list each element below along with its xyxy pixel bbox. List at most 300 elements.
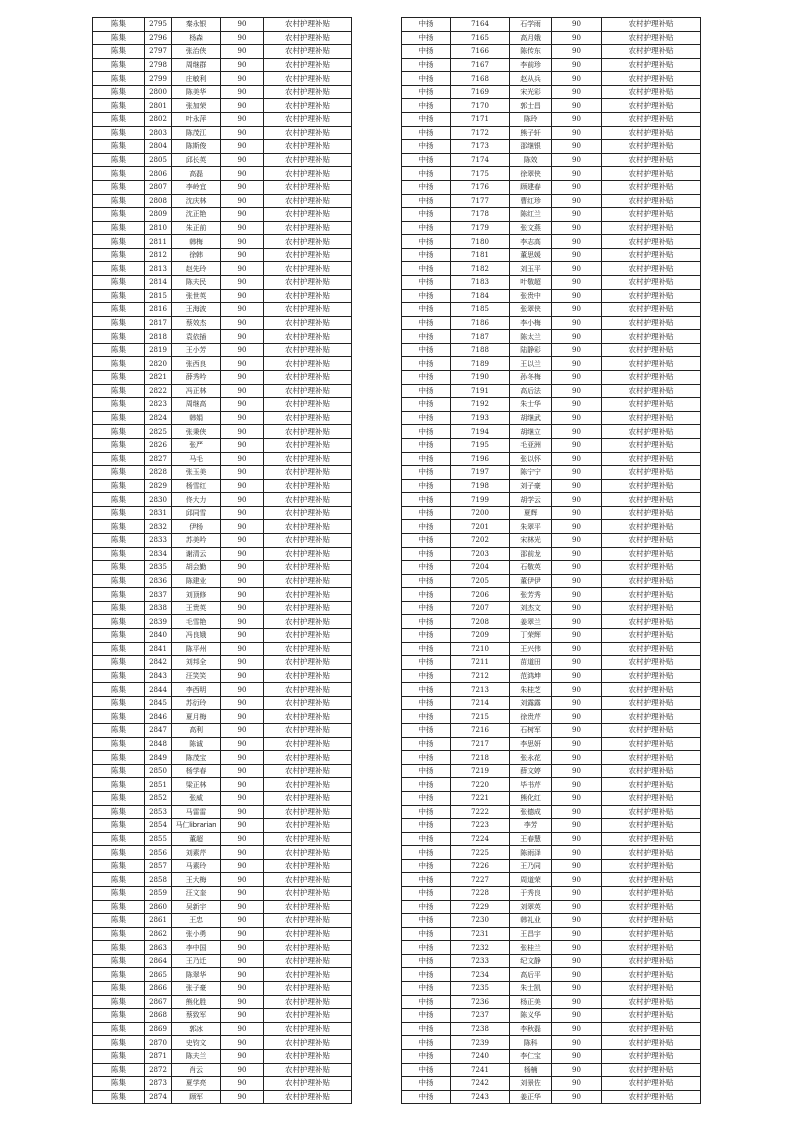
subsidy-type-cell: 农村护理补贴 [264, 167, 352, 181]
subsidy-type-cell: 农村护理补贴 [264, 629, 352, 643]
table-row [93, 696, 352, 710]
subsidy-type-cell: 农村护理补贴 [602, 18, 701, 32]
id-cell: 2796 [145, 31, 172, 45]
subsidy-type-cell: 农村护理补贴 [264, 466, 352, 480]
name-cell: 姜正华 [510, 1090, 552, 1104]
amount-cell: 90 [552, 859, 602, 873]
town-cell: 中扬 [402, 248, 451, 262]
name-cell: 薛文婷 [510, 764, 552, 778]
table-row [402, 384, 701, 398]
amount-cell: 90 [552, 968, 602, 982]
subsidy-type-cell: 农村护理补贴 [602, 887, 701, 901]
id-cell: 2825 [145, 425, 172, 439]
town-cell: 中扬 [402, 452, 451, 466]
town-cell: 陈集 [93, 452, 145, 466]
name-cell: 张秉侠 [172, 425, 221, 439]
name-cell: 李小梅 [510, 316, 552, 330]
amount-cell: 90 [221, 982, 264, 996]
town-cell: 中扬 [402, 887, 451, 901]
id-cell: 2866 [145, 982, 172, 996]
name-cell: 蔡致军 [172, 1009, 221, 1023]
name-cell: 张治侠 [172, 45, 221, 59]
id-cell: 7168 [451, 72, 510, 86]
name-cell: 陈斯俊 [172, 140, 221, 154]
name-cell: 张小勇 [172, 927, 221, 941]
name-cell: 顾建春 [510, 180, 552, 194]
id-cell: 2803 [145, 126, 172, 140]
subsidy-type-cell: 农村护理补贴 [264, 574, 352, 588]
subsidy-type-cell: 农村护理补贴 [602, 724, 701, 738]
amount-cell: 90 [552, 887, 602, 901]
amount-cell: 90 [221, 791, 264, 805]
name-cell: 高利 [172, 724, 221, 738]
subsidy-type-cell: 农村护理补贴 [602, 235, 701, 249]
id-cell: 7189 [451, 357, 510, 371]
table-row [93, 58, 352, 72]
id-cell: 7222 [451, 805, 510, 819]
id-cell: 7243 [451, 1090, 510, 1104]
id-cell: 2843 [145, 669, 172, 683]
name-cell: 李仁宝 [510, 1049, 552, 1063]
table-row [402, 411, 701, 425]
table-row [402, 710, 701, 724]
amount-cell: 90 [552, 45, 602, 59]
town-cell: 中扬 [402, 520, 451, 534]
table-row [93, 316, 352, 330]
town-cell: 中扬 [402, 275, 451, 289]
id-cell: 2831 [145, 506, 172, 520]
subsidy-type-cell: 农村护理补贴 [602, 58, 701, 72]
subsidy-type-cell: 农村护理补贴 [602, 683, 701, 697]
town-cell: 中扬 [402, 669, 451, 683]
table-row [93, 506, 352, 520]
id-cell: 7202 [451, 533, 510, 547]
id-cell: 7171 [451, 113, 510, 127]
id-cell: 2836 [145, 574, 172, 588]
id-cell: 7211 [451, 656, 510, 670]
id-cell: 7234 [451, 968, 510, 982]
town-cell: 中扬 [402, 995, 451, 1009]
amount-cell: 90 [221, 778, 264, 792]
name-cell: 朱正前 [172, 221, 221, 235]
town-cell: 陈集 [93, 1022, 145, 1036]
table-row [402, 31, 701, 45]
subsidy-type-cell: 农村护理补贴 [602, 615, 701, 629]
amount-cell: 90 [552, 941, 602, 955]
subsidy-type-cell: 农村护理补贴 [264, 493, 352, 507]
name-cell: 刘杰文 [510, 601, 552, 615]
name-cell: 张芳秀 [510, 588, 552, 602]
id-cell: 7218 [451, 751, 510, 765]
name-cell: 夏学亮 [172, 1077, 221, 1091]
table-row [93, 425, 352, 439]
name-cell: 石树军 [510, 724, 552, 738]
amount-cell: 90 [221, 547, 264, 561]
name-cell: 李志高 [510, 235, 552, 249]
town-cell: 中扬 [402, 303, 451, 317]
name-cell: 张桂兰 [510, 941, 552, 955]
amount-cell: 90 [221, 696, 264, 710]
id-cell: 2812 [145, 248, 172, 262]
table-row [402, 180, 701, 194]
amount-cell: 90 [552, 180, 602, 194]
id-cell: 7219 [451, 764, 510, 778]
id-cell: 2874 [145, 1090, 172, 1104]
subsidy-type-cell: 农村护理补贴 [264, 846, 352, 860]
amount-cell: 90 [552, 31, 602, 45]
id-cell: 7210 [451, 642, 510, 656]
id-cell: 7238 [451, 1022, 510, 1036]
subsidy-type-cell: 农村护理补贴 [264, 642, 352, 656]
town-cell: 中扬 [402, 1036, 451, 1050]
table-row [93, 642, 352, 656]
table-row [402, 601, 701, 615]
amount-cell: 90 [221, 18, 264, 32]
name-cell: 郭冰 [172, 1022, 221, 1036]
subsidy-type-cell: 农村护理补贴 [602, 533, 701, 547]
name-cell: 刘翠英 [510, 900, 552, 914]
amount-cell: 90 [221, 859, 264, 873]
name-cell: 高后平 [510, 968, 552, 982]
town-cell: 陈集 [93, 656, 145, 670]
id-cell: 2797 [145, 45, 172, 59]
table-row [402, 968, 701, 982]
name-cell: 董思媛 [510, 248, 552, 262]
id-cell: 2819 [145, 343, 172, 357]
name-cell: 夏月梅 [172, 710, 221, 724]
town-cell: 中扬 [402, 615, 451, 629]
table-row [93, 113, 352, 127]
table-row [93, 493, 352, 507]
id-cell: 2814 [145, 275, 172, 289]
name-cell: 曹红珍 [510, 194, 552, 208]
town-cell: 陈集 [93, 479, 145, 493]
table-row [93, 411, 352, 425]
table-row [402, 696, 701, 710]
subsidy-type-cell: 农村护理补贴 [264, 805, 352, 819]
amount-cell: 90 [221, 275, 264, 289]
table-row [402, 466, 701, 480]
table-row [93, 330, 352, 344]
subsidy-type-cell: 农村护理补贴 [264, 724, 352, 738]
table-row [93, 221, 352, 235]
table-row [93, 873, 352, 887]
table-row [402, 221, 701, 235]
subsidy-type-cell: 农村护理补贴 [264, 751, 352, 765]
amount-cell: 90 [552, 520, 602, 534]
town-cell: 中扬 [402, 31, 451, 45]
id-cell: 7167 [451, 58, 510, 72]
name-cell: 胡学云 [510, 493, 552, 507]
amount-cell: 90 [221, 31, 264, 45]
amount-cell: 90 [221, 479, 264, 493]
id-cell: 2826 [145, 438, 172, 452]
name-cell: 张翠侠 [510, 303, 552, 317]
name-cell: 王乃迁 [172, 954, 221, 968]
name-cell: 宋林光 [510, 533, 552, 547]
name-cell: 刘素芹 [172, 846, 221, 860]
town-cell: 陈集 [93, 696, 145, 710]
name-cell: 张永花 [510, 751, 552, 765]
town-cell: 中扬 [402, 968, 451, 982]
id-cell: 7200 [451, 506, 510, 520]
id-cell: 2863 [145, 941, 172, 955]
subsidy-type-cell: 农村护理补贴 [602, 900, 701, 914]
table-row [93, 982, 352, 996]
name-cell: 熊化红 [510, 791, 552, 805]
id-cell: 2845 [145, 696, 172, 710]
table-row [93, 438, 352, 452]
town-cell: 陈集 [93, 1036, 145, 1050]
town-cell: 陈集 [93, 601, 145, 615]
town-cell: 中扬 [402, 357, 451, 371]
id-cell: 7195 [451, 438, 510, 452]
table-row [93, 180, 352, 194]
table-row [93, 45, 352, 59]
name-cell: 陈效 [510, 153, 552, 167]
subsidy-type-cell: 农村护理补贴 [264, 561, 352, 575]
table-row [93, 262, 352, 276]
table-row [402, 914, 701, 928]
town-cell: 陈集 [93, 330, 145, 344]
amount-cell: 90 [221, 941, 264, 955]
town-cell: 陈集 [93, 574, 145, 588]
subsidy-type-cell: 农村护理补贴 [264, 1090, 352, 1104]
id-cell: 2867 [145, 995, 172, 1009]
id-cell: 2822 [145, 384, 172, 398]
subsidy-type-cell: 农村护理补贴 [264, 438, 352, 452]
town-cell: 陈集 [93, 805, 145, 819]
amount-cell: 90 [552, 846, 602, 860]
amount-cell: 90 [552, 221, 602, 235]
table-row [93, 887, 352, 901]
table-row [402, 493, 701, 507]
amount-cell: 90 [552, 438, 602, 452]
amount-cell: 90 [221, 1009, 264, 1023]
name-cell: 徐韩 [172, 248, 221, 262]
town-cell: 陈集 [93, 45, 145, 59]
town-cell: 中扬 [402, 1090, 451, 1104]
town-cell: 中扬 [402, 561, 451, 575]
id-cell: 7230 [451, 914, 510, 928]
amount-cell: 90 [221, 153, 264, 167]
town-cell: 中扬 [402, 629, 451, 643]
id-cell: 2858 [145, 873, 172, 887]
subsidy-type-cell: 农村护理补贴 [602, 398, 701, 412]
amount-cell: 90 [221, 601, 264, 615]
amount-cell: 90 [552, 982, 602, 996]
id-cell: 7182 [451, 262, 510, 276]
table-row [93, 371, 352, 385]
table-row [402, 791, 701, 805]
town-cell: 陈集 [93, 751, 145, 765]
subsidy-type-cell: 农村护理补贴 [602, 452, 701, 466]
table-row [402, 425, 701, 439]
amount-cell: 90 [552, 900, 602, 914]
town-cell: 中扬 [402, 764, 451, 778]
table-row [93, 1090, 352, 1104]
id-cell: 2839 [145, 615, 172, 629]
name-cell: 庄敏利 [172, 72, 221, 86]
subsidy-type-cell: 农村护理补贴 [602, 438, 701, 452]
subsidy-type-cell: 农村护理补贴 [264, 99, 352, 113]
amount-cell: 90 [552, 561, 602, 575]
id-cell: 2849 [145, 751, 172, 765]
subsidy-type-cell: 农村护理补贴 [264, 1036, 352, 1050]
name-cell: 王小芳 [172, 343, 221, 357]
town-cell: 陈集 [93, 398, 145, 412]
subsidy-type-cell: 农村护理补贴 [264, 72, 352, 86]
amount-cell: 90 [221, 466, 264, 480]
subsidy-type-cell: 农村护理补贴 [264, 357, 352, 371]
subsidy-type-cell: 农村护理补贴 [264, 343, 352, 357]
table-row [402, 343, 701, 357]
table-row [93, 900, 352, 914]
table-row [402, 832, 701, 846]
name-cell: 刘子豪 [510, 479, 552, 493]
town-cell: 陈集 [93, 153, 145, 167]
town-cell: 中扬 [402, 859, 451, 873]
name-cell: 陈雨泽 [510, 846, 552, 860]
amount-cell: 90 [221, 588, 264, 602]
amount-cell: 90 [221, 425, 264, 439]
town-cell: 中扬 [402, 438, 451, 452]
subsidy-type-cell: 农村护理补贴 [264, 303, 352, 317]
id-cell: 7176 [451, 180, 510, 194]
subsidy-type-cell: 农村护理补贴 [264, 425, 352, 439]
amount-cell: 90 [221, 1077, 264, 1091]
town-cell: 中扬 [402, 72, 451, 86]
id-cell: 2800 [145, 85, 172, 99]
id-cell: 2834 [145, 547, 172, 561]
subsidy-type-cell: 农村护理补贴 [264, 275, 352, 289]
table-row [93, 235, 352, 249]
name-cell: 张玉美 [172, 466, 221, 480]
subsidy-type-cell: 农村护理补贴 [602, 561, 701, 575]
subsidy-type-cell: 农村护理补贴 [602, 221, 701, 235]
id-cell: 7184 [451, 289, 510, 303]
town-cell: 中扬 [402, 737, 451, 751]
name-cell: 陈美华 [172, 85, 221, 99]
subsidy-type-cell: 农村护理补贴 [264, 18, 352, 32]
subsidy-type-cell: 农村护理补贴 [602, 72, 701, 86]
name-cell: 马素玲 [172, 859, 221, 873]
amount-cell: 90 [552, 683, 602, 697]
table-row [93, 859, 352, 873]
subsidy-type-cell: 农村护理补贴 [264, 1063, 352, 1077]
town-cell: 中扬 [402, 262, 451, 276]
amount-cell: 90 [221, 289, 264, 303]
town-cell: 陈集 [93, 384, 145, 398]
id-cell: 2832 [145, 520, 172, 534]
name-cell: 刘露露 [510, 696, 552, 710]
subsidy-type-cell: 农村护理补贴 [602, 275, 701, 289]
amount-cell: 90 [221, 669, 264, 683]
name-cell: 董超 [172, 832, 221, 846]
subsidy-type-cell: 农村护理补贴 [602, 914, 701, 928]
id-cell: 7235 [451, 982, 510, 996]
table-row [93, 1036, 352, 1050]
town-cell: 中扬 [402, 316, 451, 330]
town-cell: 中扬 [402, 371, 451, 385]
amount-cell: 90 [221, 371, 264, 385]
town-cell: 陈集 [93, 846, 145, 860]
name-cell: 胡继武 [510, 411, 552, 425]
name-cell: 袁依插 [172, 330, 221, 344]
amount-cell: 90 [552, 873, 602, 887]
name-cell: 纪文静 [510, 954, 552, 968]
subsidy-type-cell: 农村护理补贴 [602, 547, 701, 561]
name-cell: 沈庆林 [172, 194, 221, 208]
id-cell: 7233 [451, 954, 510, 968]
town-cell: 陈集 [93, 316, 145, 330]
town-cell: 陈集 [93, 221, 145, 235]
town-cell: 中扬 [402, 954, 451, 968]
id-cell: 2853 [145, 805, 172, 819]
subsidy-type-cell: 农村护理补贴 [602, 180, 701, 194]
town-cell: 中扬 [402, 113, 451, 127]
table-row [93, 1049, 352, 1063]
town-cell: 中扬 [402, 1077, 451, 1091]
id-cell: 2807 [145, 180, 172, 194]
table-row [93, 1022, 352, 1036]
table-row [402, 520, 701, 534]
town-cell: 陈集 [93, 547, 145, 561]
subsidy-type-cell: 农村护理补贴 [602, 846, 701, 860]
name-cell: 刘玉平 [510, 262, 552, 276]
table-row [93, 927, 352, 941]
table-row [402, 751, 701, 765]
town-cell: 陈集 [93, 72, 145, 86]
table-row [402, 153, 701, 167]
subsidy-type-cell: 农村护理补贴 [602, 995, 701, 1009]
table-row [93, 615, 352, 629]
amount-cell: 90 [221, 45, 264, 59]
id-cell: 7231 [451, 927, 510, 941]
table-row [93, 995, 352, 1009]
town-cell: 陈集 [93, 371, 145, 385]
id-cell: 7236 [451, 995, 510, 1009]
name-cell: 佟大力 [172, 493, 221, 507]
table-row [402, 357, 701, 371]
id-cell: 2859 [145, 887, 172, 901]
subsidy-type-cell: 农村护理补贴 [264, 601, 352, 615]
name-cell: 薛秀吟 [172, 371, 221, 385]
amount-cell: 90 [552, 262, 602, 276]
name-cell: 陈诚 [172, 737, 221, 751]
subsidy-type-cell: 农村护理补贴 [602, 1090, 701, 1104]
name-cell: 韩梅 [172, 235, 221, 249]
id-cell: 7214 [451, 696, 510, 710]
amount-cell: 90 [221, 737, 264, 751]
subsidy-type-cell: 农村护理补贴 [264, 941, 352, 955]
id-cell: 7193 [451, 411, 510, 425]
name-cell: 叶敬超 [510, 275, 552, 289]
name-cell: 朱士凯 [510, 982, 552, 996]
name-cell: 张威 [172, 791, 221, 805]
name-cell: 孙冬梅 [510, 371, 552, 385]
subsidy-type-cell: 农村护理补贴 [264, 85, 352, 99]
name-cell: 杨雪红 [172, 479, 221, 493]
name-cell: 张加荣 [172, 99, 221, 113]
amount-cell: 90 [221, 629, 264, 643]
town-cell: 陈集 [93, 859, 145, 873]
town-cell: 陈集 [93, 167, 145, 181]
town-cell: 中扬 [402, 642, 451, 656]
town-cell: 陈集 [93, 85, 145, 99]
table-row [402, 1063, 701, 1077]
name-cell: 石敬英 [510, 561, 552, 575]
